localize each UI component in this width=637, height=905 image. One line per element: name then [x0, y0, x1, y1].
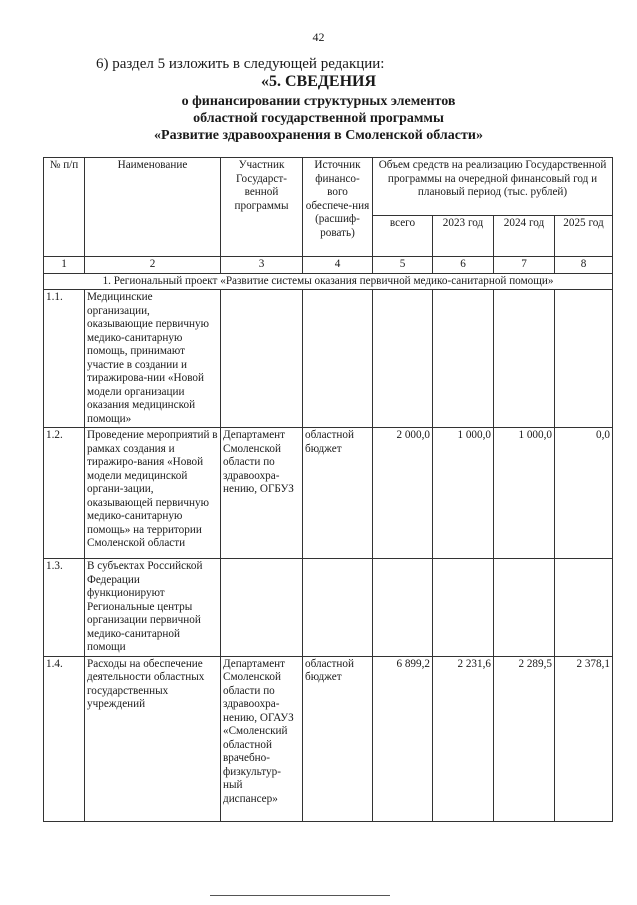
table-row: [44, 428, 613, 559]
row-total: [373, 290, 433, 428]
header-name: Наименование: [85, 158, 221, 257]
row-source: областной бюджет: [303, 428, 373, 559]
row-2025: [555, 290, 613, 428]
row-2023: 2 231,6: [433, 656, 494, 821]
intro-text: 6) раздел 5 изложить в следующей редакции:: [96, 56, 385, 72]
header-participant: Участник Государст-венной программы: [221, 158, 303, 257]
col-number: 5: [373, 257, 433, 274]
header-2025: 2025 год: [555, 216, 613, 257]
row-name: Проведение мероприятий в рамках создания и тиражиро-вания «Новой модели медицинской органи-зации, оказывающей первичную медико-санитарную помощь» на территории Смоленской области: [85, 428, 221, 559]
column-number-row: [44, 257, 613, 274]
col-number: 6: [433, 257, 494, 274]
row-2025: [555, 559, 613, 657]
page-number: 42: [312, 30, 325, 44]
footer-rule: [210, 895, 390, 896]
row-2025: 2 378,1: [555, 656, 613, 821]
row-num: 1.4.: [44, 656, 85, 821]
row-num: 1.3.: [44, 559, 85, 657]
row-name: Медицинские организации, оказывающие первичную медико-санитарную помощь, принимают участие в создании и тиражирова-нии «Новой модели организации оказания медицинской помощи»: [85, 290, 221, 428]
header-num: № п/п: [44, 158, 85, 257]
section-heading-line-4: «Развитие здравоохранения в Смоленской области»: [154, 128, 483, 143]
row-name: Расходы на обеспечение деятельности областных государственных учреждений: [85, 656, 221, 821]
financing-table: [43, 157, 613, 822]
col-number: 8: [555, 257, 613, 274]
row-2024: 1 000,0: [494, 428, 555, 559]
col-number: 1: [44, 257, 85, 274]
table-row: [44, 559, 613, 657]
row-source: областной бюджет: [303, 656, 373, 821]
row-2023: [433, 290, 494, 428]
row-participant: Департамент Смоленской области по здравоохра-нению, ОГБУЗ: [221, 428, 303, 559]
table-row: [44, 656, 613, 821]
table-header-row: [44, 158, 613, 216]
row-participant: [221, 290, 303, 428]
row-total: 2 000,0: [373, 428, 433, 559]
row-name: В субъектах Российской Федерации функционируют Региональные центры организации первичной медико-санитарной помощи: [85, 559, 221, 657]
col-number: 3: [221, 257, 303, 274]
row-2025: 0,0: [555, 428, 613, 559]
row-2024: 2 289,5: [494, 656, 555, 821]
header-source: Источник финансо-вого обеспече-ния (расшиф-ровать): [303, 158, 373, 257]
row-source: [303, 290, 373, 428]
col-number: 7: [494, 257, 555, 274]
row-num: 1.1.: [44, 290, 85, 428]
row-2023: [433, 559, 494, 657]
section-heading-title: «5. СВЕДЕНИЯ: [260, 73, 377, 90]
table-row: [44, 290, 613, 428]
row-2024: [494, 290, 555, 428]
header-2024: 2024 год: [494, 216, 555, 257]
col-number: 4: [303, 257, 373, 274]
row-participant: Департамент Смоленской области по здравоохра-нению, ОГАУЗ «Смоленский областной врачебно-физкультур-ный диспансер»: [221, 656, 303, 821]
row-participant: [221, 559, 303, 657]
project-title-row: [44, 273, 613, 290]
header-volume: Объем средств на реализацию Государственной программы на очередной финансовый год и плановый период (тыс. рублей): [373, 158, 613, 216]
project-title: 1. Региональный проект «Развитие системы оказания первичной медико-санитарной помощи»: [44, 273, 613, 290]
section-heading-line-2: о финансировании структурных элементов: [181, 94, 456, 109]
row-total: [373, 559, 433, 657]
header-2023: 2023 год: [433, 216, 494, 257]
header-total: всего: [373, 216, 433, 257]
section-heading-line-3: областной государственной программы: [193, 111, 444, 126]
row-2023: 1 000,0: [433, 428, 494, 559]
row-total: 6 899,2: [373, 656, 433, 821]
row-num: 1.2.: [44, 428, 85, 559]
row-2024: [494, 559, 555, 657]
col-number: 2: [85, 257, 221, 274]
row-source: [303, 559, 373, 657]
